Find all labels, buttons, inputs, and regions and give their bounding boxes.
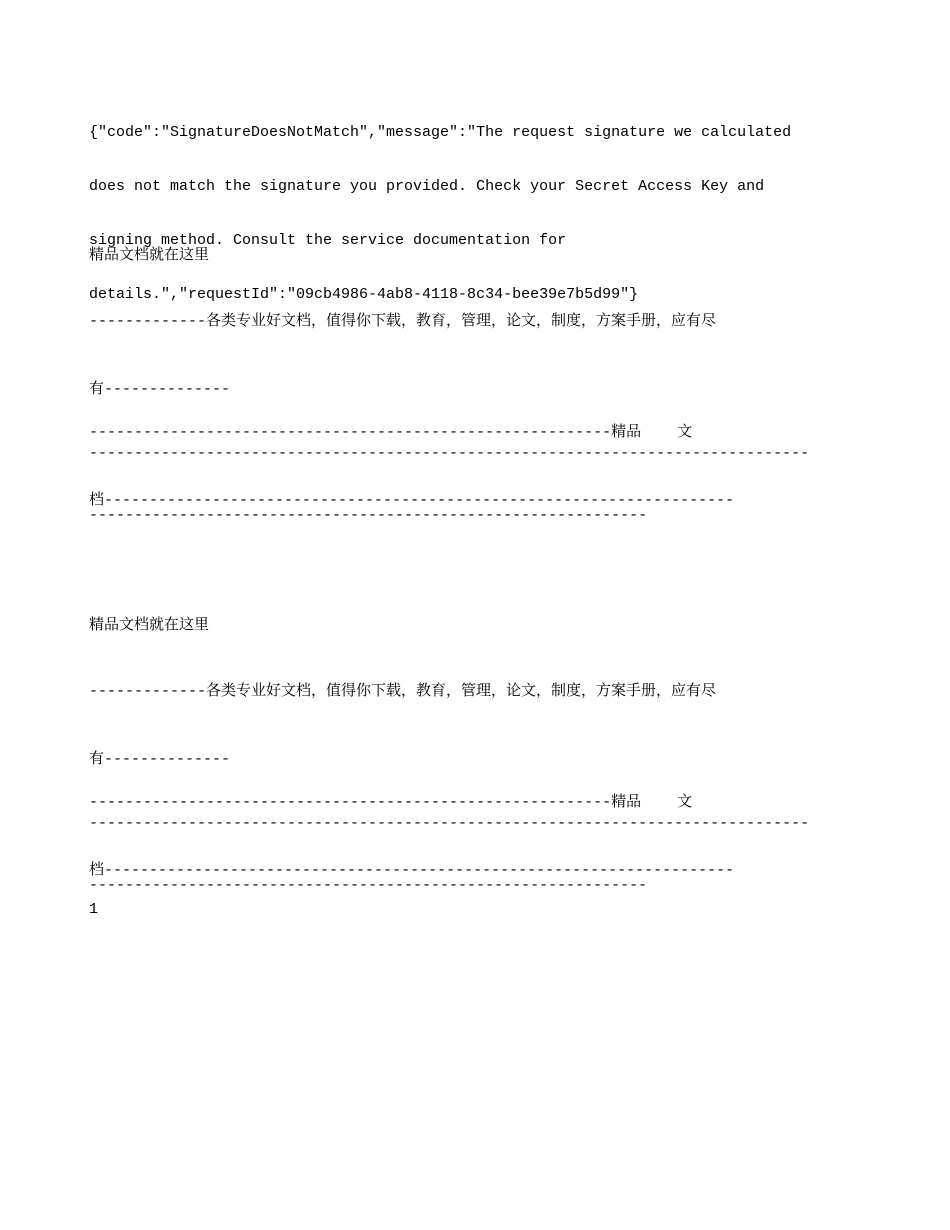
banner-dashes: -------------: [89, 313, 207, 330]
footer-dashes: ----------------------------------------------------------: [89, 794, 612, 811]
footer-text: 精品: [611, 422, 642, 440]
error-line: {"code":"SignatureDoesNotMatch","message":"The request signature we calculated: [89, 124, 792, 141]
footer-text: 文: [677, 422, 693, 440]
doc-footer-tag: [89, 746, 734, 904]
banner-title: 精品文档就在这里: [89, 615, 210, 633]
footer-dashes: ----------------------------------------------------------: [89, 424, 612, 441]
footer-text: 文: [677, 792, 693, 810]
footer-dashes: ----------------------------------------------------------------------: [104, 492, 735, 509]
footer-tag-line: [89, 790, 734, 814]
footer-tag-line: [89, 488, 734, 512]
page-number: 1: [89, 901, 99, 918]
doc-footer-tag: [89, 376, 734, 534]
footer-dashes: ----------------------------------------------------------------------: [104, 862, 735, 879]
footer-text: 精品: [611, 792, 642, 810]
banner-text: 各类专业好文档，值得你下载，教育，管理，论文，制度，方案手册，应有尽: [206, 681, 717, 699]
divider-rule: --------------------------------------------------------------------------------: [89, 815, 810, 832]
banner-tail-dashes: --------------: [104, 751, 231, 768]
error-line: details.","requestId":"09cb4986-4ab8-4118-8c34-bee39e7b5d99"}: [89, 286, 639, 303]
banner-dashes: -------------: [89, 683, 207, 700]
error-line: signing method. Consult the service documentation for: [89, 232, 567, 249]
footer-tag-line: [89, 420, 734, 444]
footer-text: 档: [89, 860, 105, 878]
banner-description: [89, 309, 864, 333]
banner-description: [89, 679, 864, 703]
divider-rule: --------------------------------------------------------------: [89, 507, 648, 524]
banner-title: 精品文档就在这里: [89, 245, 210, 263]
error-line: does not match the signature you provided. Check your Secret Access Key and: [89, 178, 765, 195]
banner-tail-char: 有: [89, 749, 105, 767]
banner-text: 各类专业好文档，值得你下载，教育，管理，论文，制度，方案手册，应有尽: [206, 311, 717, 329]
footer-tag-line: [89, 858, 734, 882]
divider-rule: --------------------------------------------------------------------------------: [89, 445, 810, 462]
footer-text: 档: [89, 490, 105, 508]
divider-rule: --------------------------------------------------------------: [89, 877, 648, 894]
banner-tail-char: 有: [89, 379, 105, 397]
banner-tail-dashes: --------------: [104, 381, 231, 398]
